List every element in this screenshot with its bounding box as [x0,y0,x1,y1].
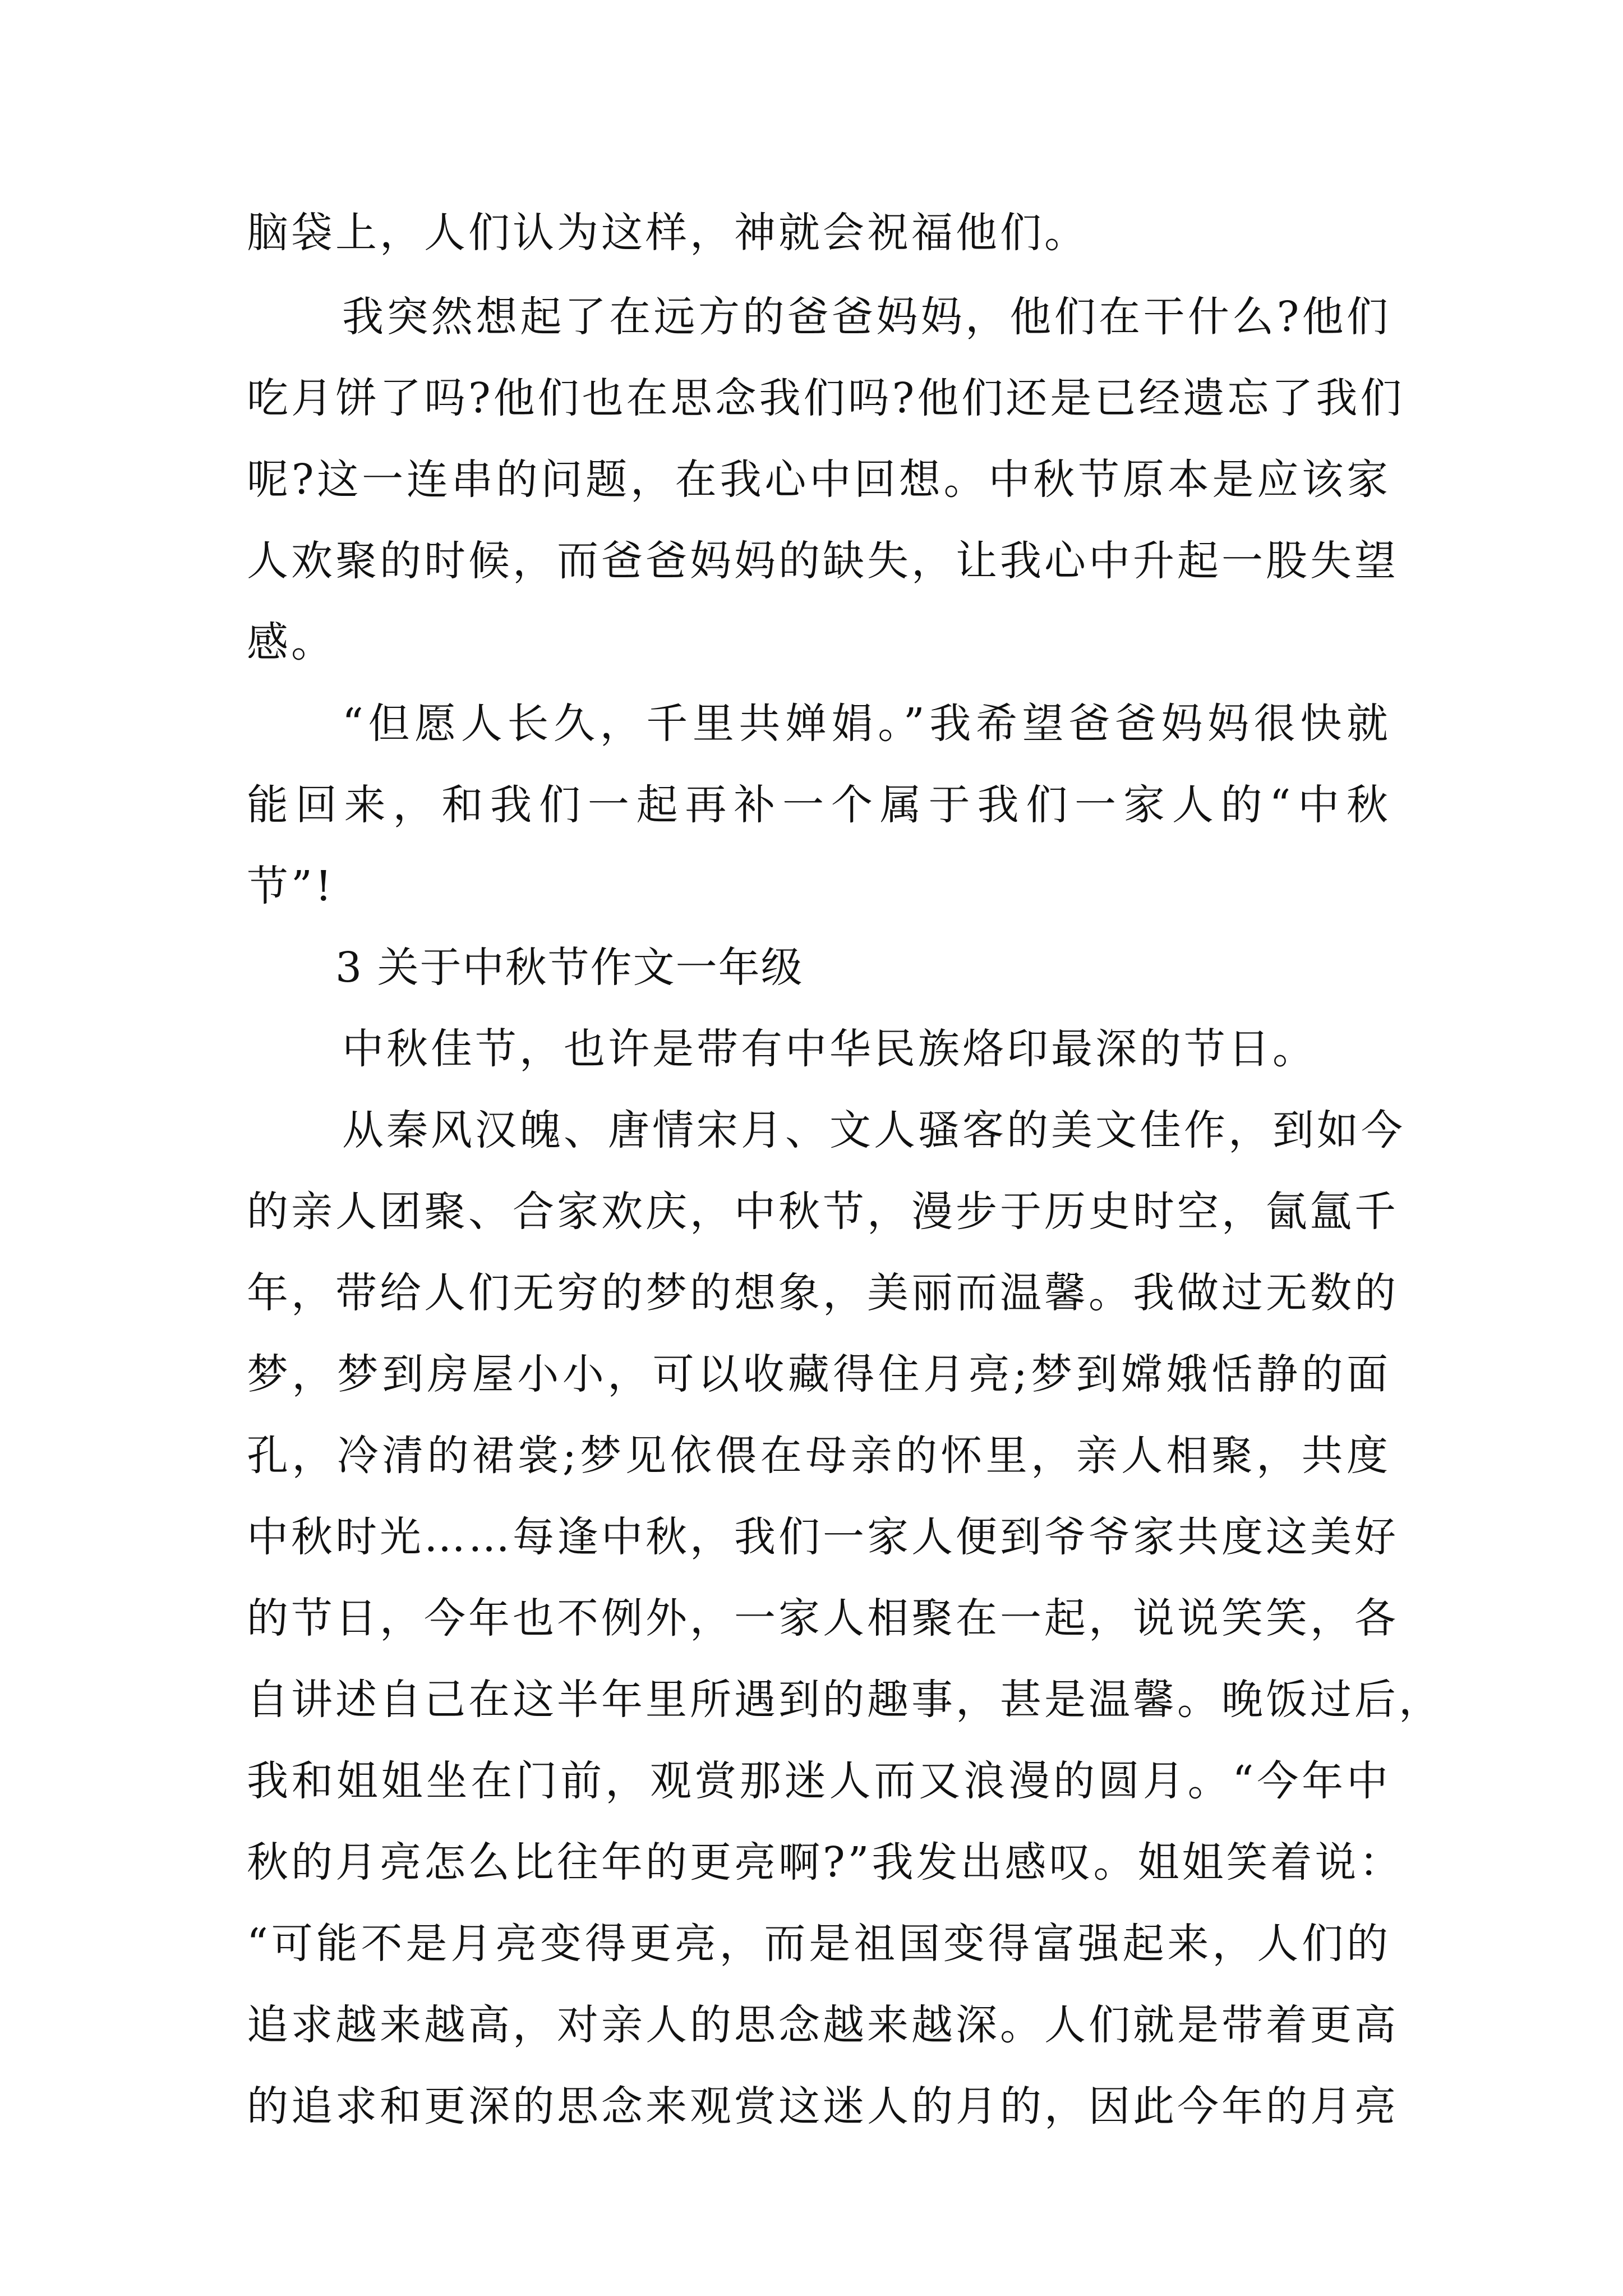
paragraph-line: 我和姐姐坐在门前，观赏那迷人而又浪漫的圆月。“今年中 [247,1757,1391,1805]
paragraph-line: 我突然想起了在远方的爸爸妈妈，他们在干什么?他们 [342,293,1391,341]
paragraph-line: 中秋佳节，也许是带有中华民族烙印最深的节日。 [342,1025,1317,1073]
paragraph-line: 呢?这一连串的问题，在我心中回想。中秋节原本是应该家 [247,455,1391,504]
paragraph-line: 节”! [247,862,335,910]
paragraph-line: 的追求和更深的思念来观赏这迷人的月的，因此今年的月亮 [247,2082,1399,2131]
paragraph-line: 中秋时光……每逢中秋，我们一家人便到爷爷家共度这美好 [247,1513,1399,1561]
paragraph-line: 梦，梦到房屋小小，可以收藏得住月亮;梦到嫦娥恬静的面 [247,1350,1391,1398]
paragraph-line: 能回来，和我们一起再补一个属于我们一家人的“中秋 [247,781,1391,829]
paragraph-line: 吃月饼了吗?他们也在思念我们吗?他们还是已经遗忘了我们 [247,374,1405,422]
paragraph-line: 从秦风汉魄、唐情宋月、文人骚客的美文佳作，到如今 [342,1106,1405,1154]
paragraph-line: “但愿人长久，千里共婵娟。”我希望爸爸妈妈很快就 [342,700,1391,748]
paragraph-line: 自讲述自己在这半年里所遇到的趣事，甚是温馨。晚饭过后， [247,1676,1443,1724]
paragraph-line: 的节日，今年也不例外，一家人相聚在一起，说说笑笑，各 [247,1594,1399,1642]
paragraph-line: 脑袋上，人们认为这样，神就会祝福他们。 [247,209,1089,257]
paragraph-line: 的亲人团聚、合家欢庆，中秋节，漫步于历史时空，氤氲千 [247,1188,1399,1236]
paragraph-line: 追求越来越高，对亲人的思念越来越深。人们就是带着更高 [247,2001,1399,2049]
paragraph-line: 秋的月亮怎么比往年的更亮啊?”我发出感叹。姐姐笑着说： [247,1838,1404,1887]
paragraph-line: 孔，冷清的裙裳;梦见依偎在母亲的怀里，亲人相聚，共度 [247,1432,1391,1480]
paragraph-line: 年，带给人们无穷的梦的想象，美丽而温馨。我做过无数的 [247,1269,1399,1317]
paragraph-line: 人欢聚的时候，而爸爸妈妈的缺失，让我心中升起一股失望 [247,537,1399,585]
section-heading: 3 关于中秋节作文一年级 [335,944,804,992]
paragraph-line: 感。 [247,618,335,666]
paragraph-line: “可能不是月亮变得更亮，而是祖国变得富强起来，人们的 [247,1920,1391,1968]
